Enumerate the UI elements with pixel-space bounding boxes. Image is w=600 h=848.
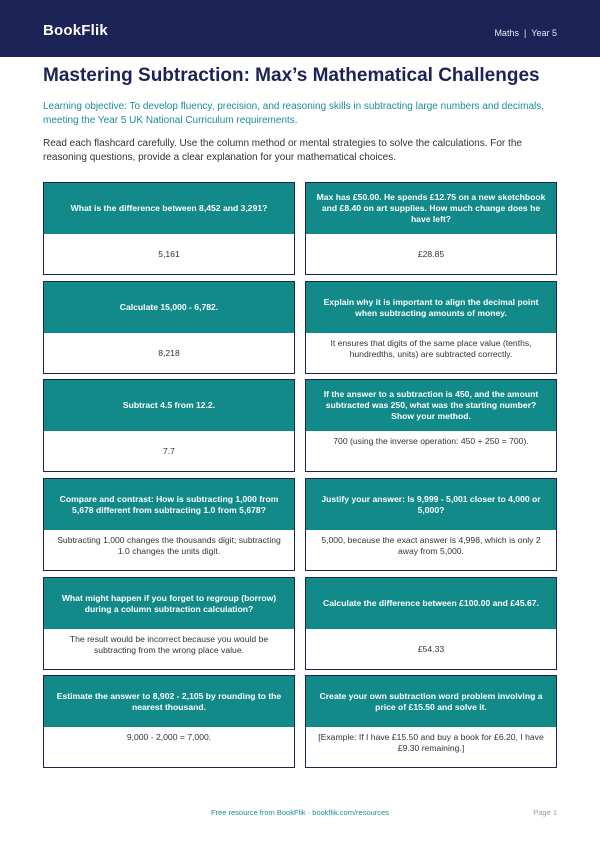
- flashcard-answer: It ensures that digits of the same place value (tenths, hundredths, units) are subtracted correctly.: [330, 338, 532, 359]
- instructions: Read each flashcard carefully. Use the column method or mental strategies to solve the calculations. For the reasoning questions, provide a clear explanation for your mathematical choices.: [43, 138, 522, 163]
- flashcard: [43, 379, 295, 472]
- flashcard-question: Max has £50.00. He spends £12.75 on a new sketchbook and £8.40 on art supplies. How much change does he have left?: [306, 183, 556, 234]
- flashcard-row: [43, 577, 557, 671]
- breadcrumb-separator: |: [523, 28, 527, 38]
- header-bar: [0, 0, 600, 57]
- learning-objective: Learning objective: To develop fluency, precision, and reasoning skills in subtracting large numbers and decimals, meeting the Year 5 UK National Curriculum requirements.: [43, 101, 545, 126]
- breadcrumb: [494, 28, 557, 38]
- flashcard-answer: 8,218: [158, 348, 180, 358]
- flashcard-question: What might happen if you forget to regroup (borrow) during a column subtraction calculation?: [44, 578, 294, 629]
- flashcard: [43, 182, 295, 275]
- flashcard: [43, 675, 295, 768]
- flashcard-question: Subtract 4.5 from 12.2.: [44, 380, 294, 431]
- flashcard-question: Calculate 15,000 - 6,782.: [44, 282, 294, 333]
- flashcard-answer: Subtracting 1,000 changes the thousands digit; subtracting 1.0 changes the units digit.: [57, 535, 281, 556]
- flashcard: [43, 478, 295, 571]
- flashcard-question: Explain why it is important to align the decimal point when subtracting amounts of money.: [306, 282, 556, 333]
- flashcard-question: Estimate the answer to 8,902 - 2,105 by rounding to the nearest thousand.: [44, 676, 294, 727]
- flashcard-question: Justify your answer: Is 9,999 - 5,001 closer to 4,000 or 5,000?: [306, 479, 556, 530]
- page-number: Page 1: [533, 808, 557, 817]
- flashcard: [305, 281, 557, 374]
- flashcard-row: [43, 281, 557, 375]
- flashcard-answer: £28.85: [417, 249, 445, 259]
- flashcard-question: What is the difference between 8,452 and 3,291?: [44, 183, 294, 234]
- flashcard-row: [43, 478, 557, 572]
- footer-link[interactable]: Free resource from BookFlik · bookflik.com/resources: [211, 808, 389, 817]
- flashcard: [43, 577, 295, 670]
- flashcard: [305, 478, 557, 571]
- flashcard-question: Calculate the difference between £100.00 and £45.67.: [306, 578, 556, 629]
- flashcard: [305, 182, 557, 275]
- page-title: Mastering Subtraction: Max’s Mathematical Challenges: [43, 65, 540, 86]
- flashcard-question: Compare and contrast: How is subtracting 1,000 from 5,678 different from subtracting 1.0 from 5,678?: [44, 479, 294, 530]
- flashcard: [43, 281, 295, 374]
- flashcard-answer: £54.33: [417, 644, 445, 654]
- flashcard-row: [43, 379, 557, 473]
- brand-logo[interactable]: BookFlik: [43, 22, 108, 39]
- flashcard-answer: 5,000, because the exact answer is 4,998, which is only 2 away from 5,000.: [321, 535, 541, 556]
- flashcard-answer: The result would be incorrect because you would be subtracting from the wrong place value.: [69, 634, 269, 655]
- flashcard-answer: 9,000 - 2,000 = 7,000.: [126, 732, 212, 742]
- flashcard-question: Create your own subtraction word problem involving a price of £15.50 and solve it.: [306, 676, 556, 727]
- flashcard: [305, 675, 557, 768]
- flashcard: [305, 577, 557, 670]
- flashcard-question: If the answer to a subtraction is 450, and the amount subtracted was 250, what was the starting number? Show your method.: [306, 380, 556, 431]
- flashcard-answer: 5,161: [158, 249, 180, 259]
- breadcrumb-year: Year 5: [531, 28, 557, 38]
- flashcard-answer: 700 (using the inverse operation: 450 + 250 = 700).: [333, 436, 529, 446]
- flashcard: [305, 379, 557, 472]
- flashcard-row: [43, 675, 557, 769]
- breadcrumb-subject: Maths: [494, 28, 519, 38]
- flashcard-answer: 7.7: [163, 446, 175, 456]
- flashcard-row: [43, 182, 557, 276]
- flashcard-answer: [Example: If I have £15.50 and buy a book for £6.20, I have £9.30 remaining.]: [318, 732, 544, 753]
